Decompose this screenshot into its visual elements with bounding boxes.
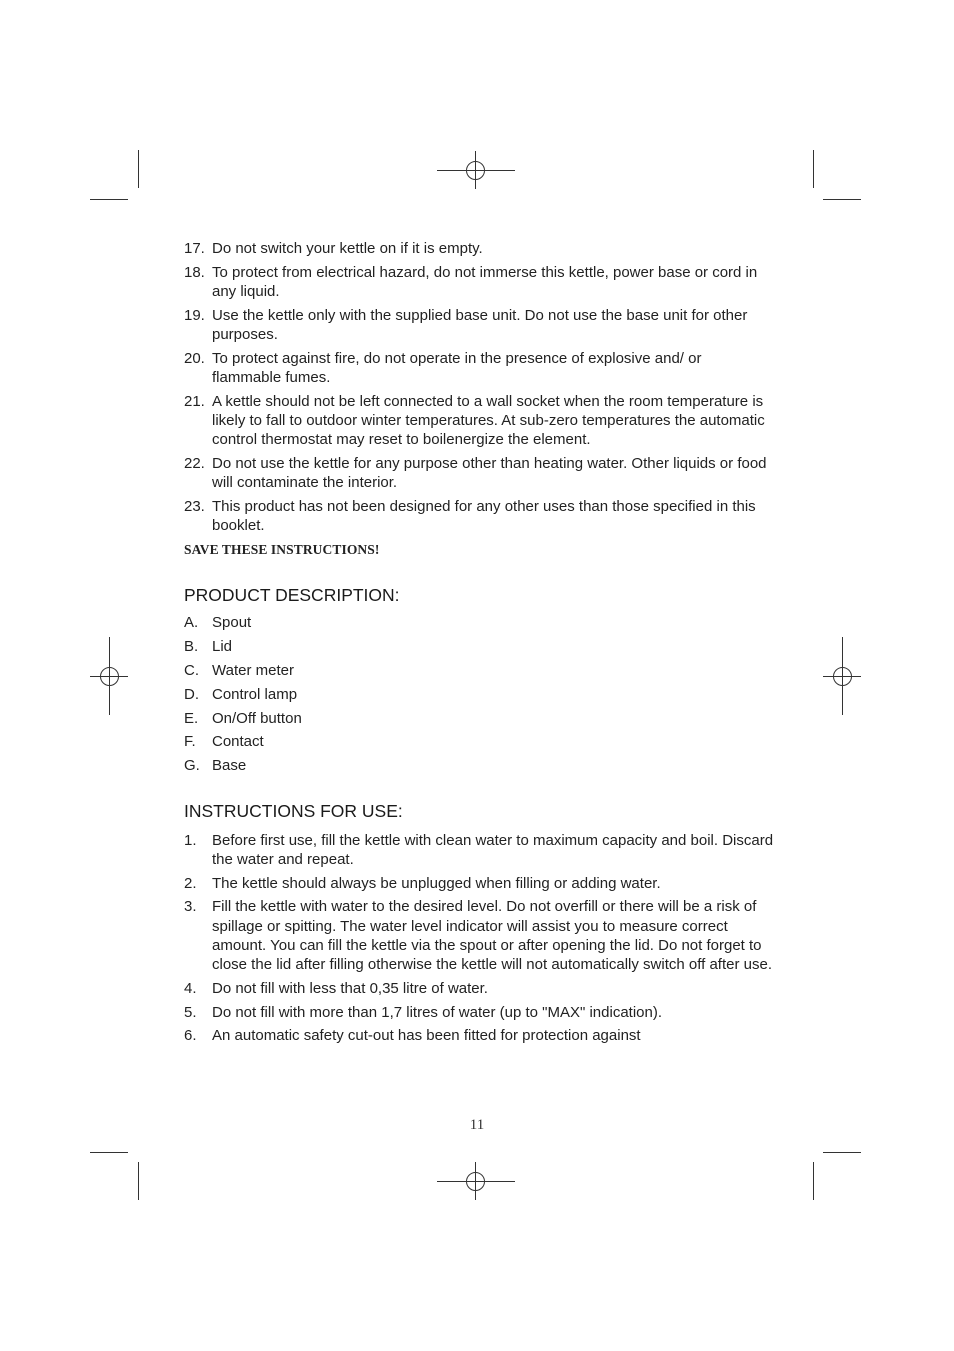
crop-mark	[90, 1152, 128, 1153]
list-item: 22. Do not use the kettle for any purpose other than heating water. Other liquids or food will contaminate the interior.	[184, 455, 767, 492]
list-item: 20. To protect against fire, do not operate in the presence of explosive and/ or flammable fumes.	[184, 349, 702, 386]
product-description-heading: PRODUCT DESCRIPTION:	[184, 585, 400, 606]
list-item: G. Base	[184, 757, 247, 775]
crop-mark	[823, 1152, 861, 1153]
product-parts-list	[184, 613, 774, 775]
list-item: 1. Before first use, fill the kettle with clean water to maximum capacity and boil. Discard the water and repeat.	[184, 831, 774, 868]
list-item: 5. Do not fill with more than 1,7 litres of water (up to "MAX" indication).	[184, 1003, 663, 1021]
list-item: F. Contact	[184, 733, 264, 751]
list-item: 6. An automatic safety cut-out has been fitted for protection against	[184, 1027, 641, 1045]
crop-mark	[138, 150, 139, 188]
list-item: 2. The kettle should always be unplugged when filling or adding water.	[184, 874, 661, 892]
page-number: 11	[469, 1117, 485, 1133]
list-item: E. On/Off button	[184, 709, 302, 727]
list-item: D. Control lamp	[184, 685, 298, 703]
registration-mark-left	[90, 637, 128, 715]
list-item: A. Spout	[184, 614, 252, 632]
instructions-list	[184, 831, 774, 1046]
crop-mark	[823, 199, 861, 200]
crop-mark	[813, 1162, 814, 1200]
list-item: B. Lid	[184, 638, 233, 656]
crop-mark	[138, 1162, 139, 1200]
list-item: 4. Do not fill with less that 0,35 litre of water.	[184, 979, 488, 997]
list-item: 19. Use the kettle only with the supplied base unit. Do not use the base unit for other purposes.	[184, 306, 748, 343]
list-item: 21. A kettle should not be left connected to a wall socket when the room temperature is likely to fall to outdoor winter temperatures. At sub-zero temperatures the automatic control thermostat may reset to boilenergize the element.	[184, 392, 765, 449]
crop-mark	[90, 199, 128, 200]
safety-list	[184, 239, 774, 535]
registration-mark-right	[823, 637, 861, 715]
list-item: 17. Do not switch your kettle on if it is empty.	[184, 240, 483, 257]
list-item: 3. Fill the kettle with water to the desired level. Do not overfill or there will be a risk of spillage or spitting. The water level indicator will assist you to measure correct amount. You can fill the kettle via the spout or after opening the lid. Do not forget to close the lid after filling otherwise the kettle will not automatically switch off after use.	[184, 898, 772, 973]
page-content	[184, 239, 774, 1050]
list-item: 18. To protect from electrical hazard, do not immerse this kettle, power base or cord in any liquid.	[184, 263, 758, 300]
list-item: C. Water meter	[184, 662, 294, 679]
save-instructions-notice: SAVE THESE INSTRUCTIONS!	[184, 542, 380, 557]
list-item: 23. This product has not been designed for any other uses than those specified in this booklet.	[184, 498, 756, 535]
registration-mark-bottom	[437, 1162, 515, 1200]
crop-mark	[813, 150, 814, 188]
registration-mark-top	[437, 151, 515, 189]
instructions-heading: INSTRUCTIONS FOR USE:	[184, 801, 403, 822]
